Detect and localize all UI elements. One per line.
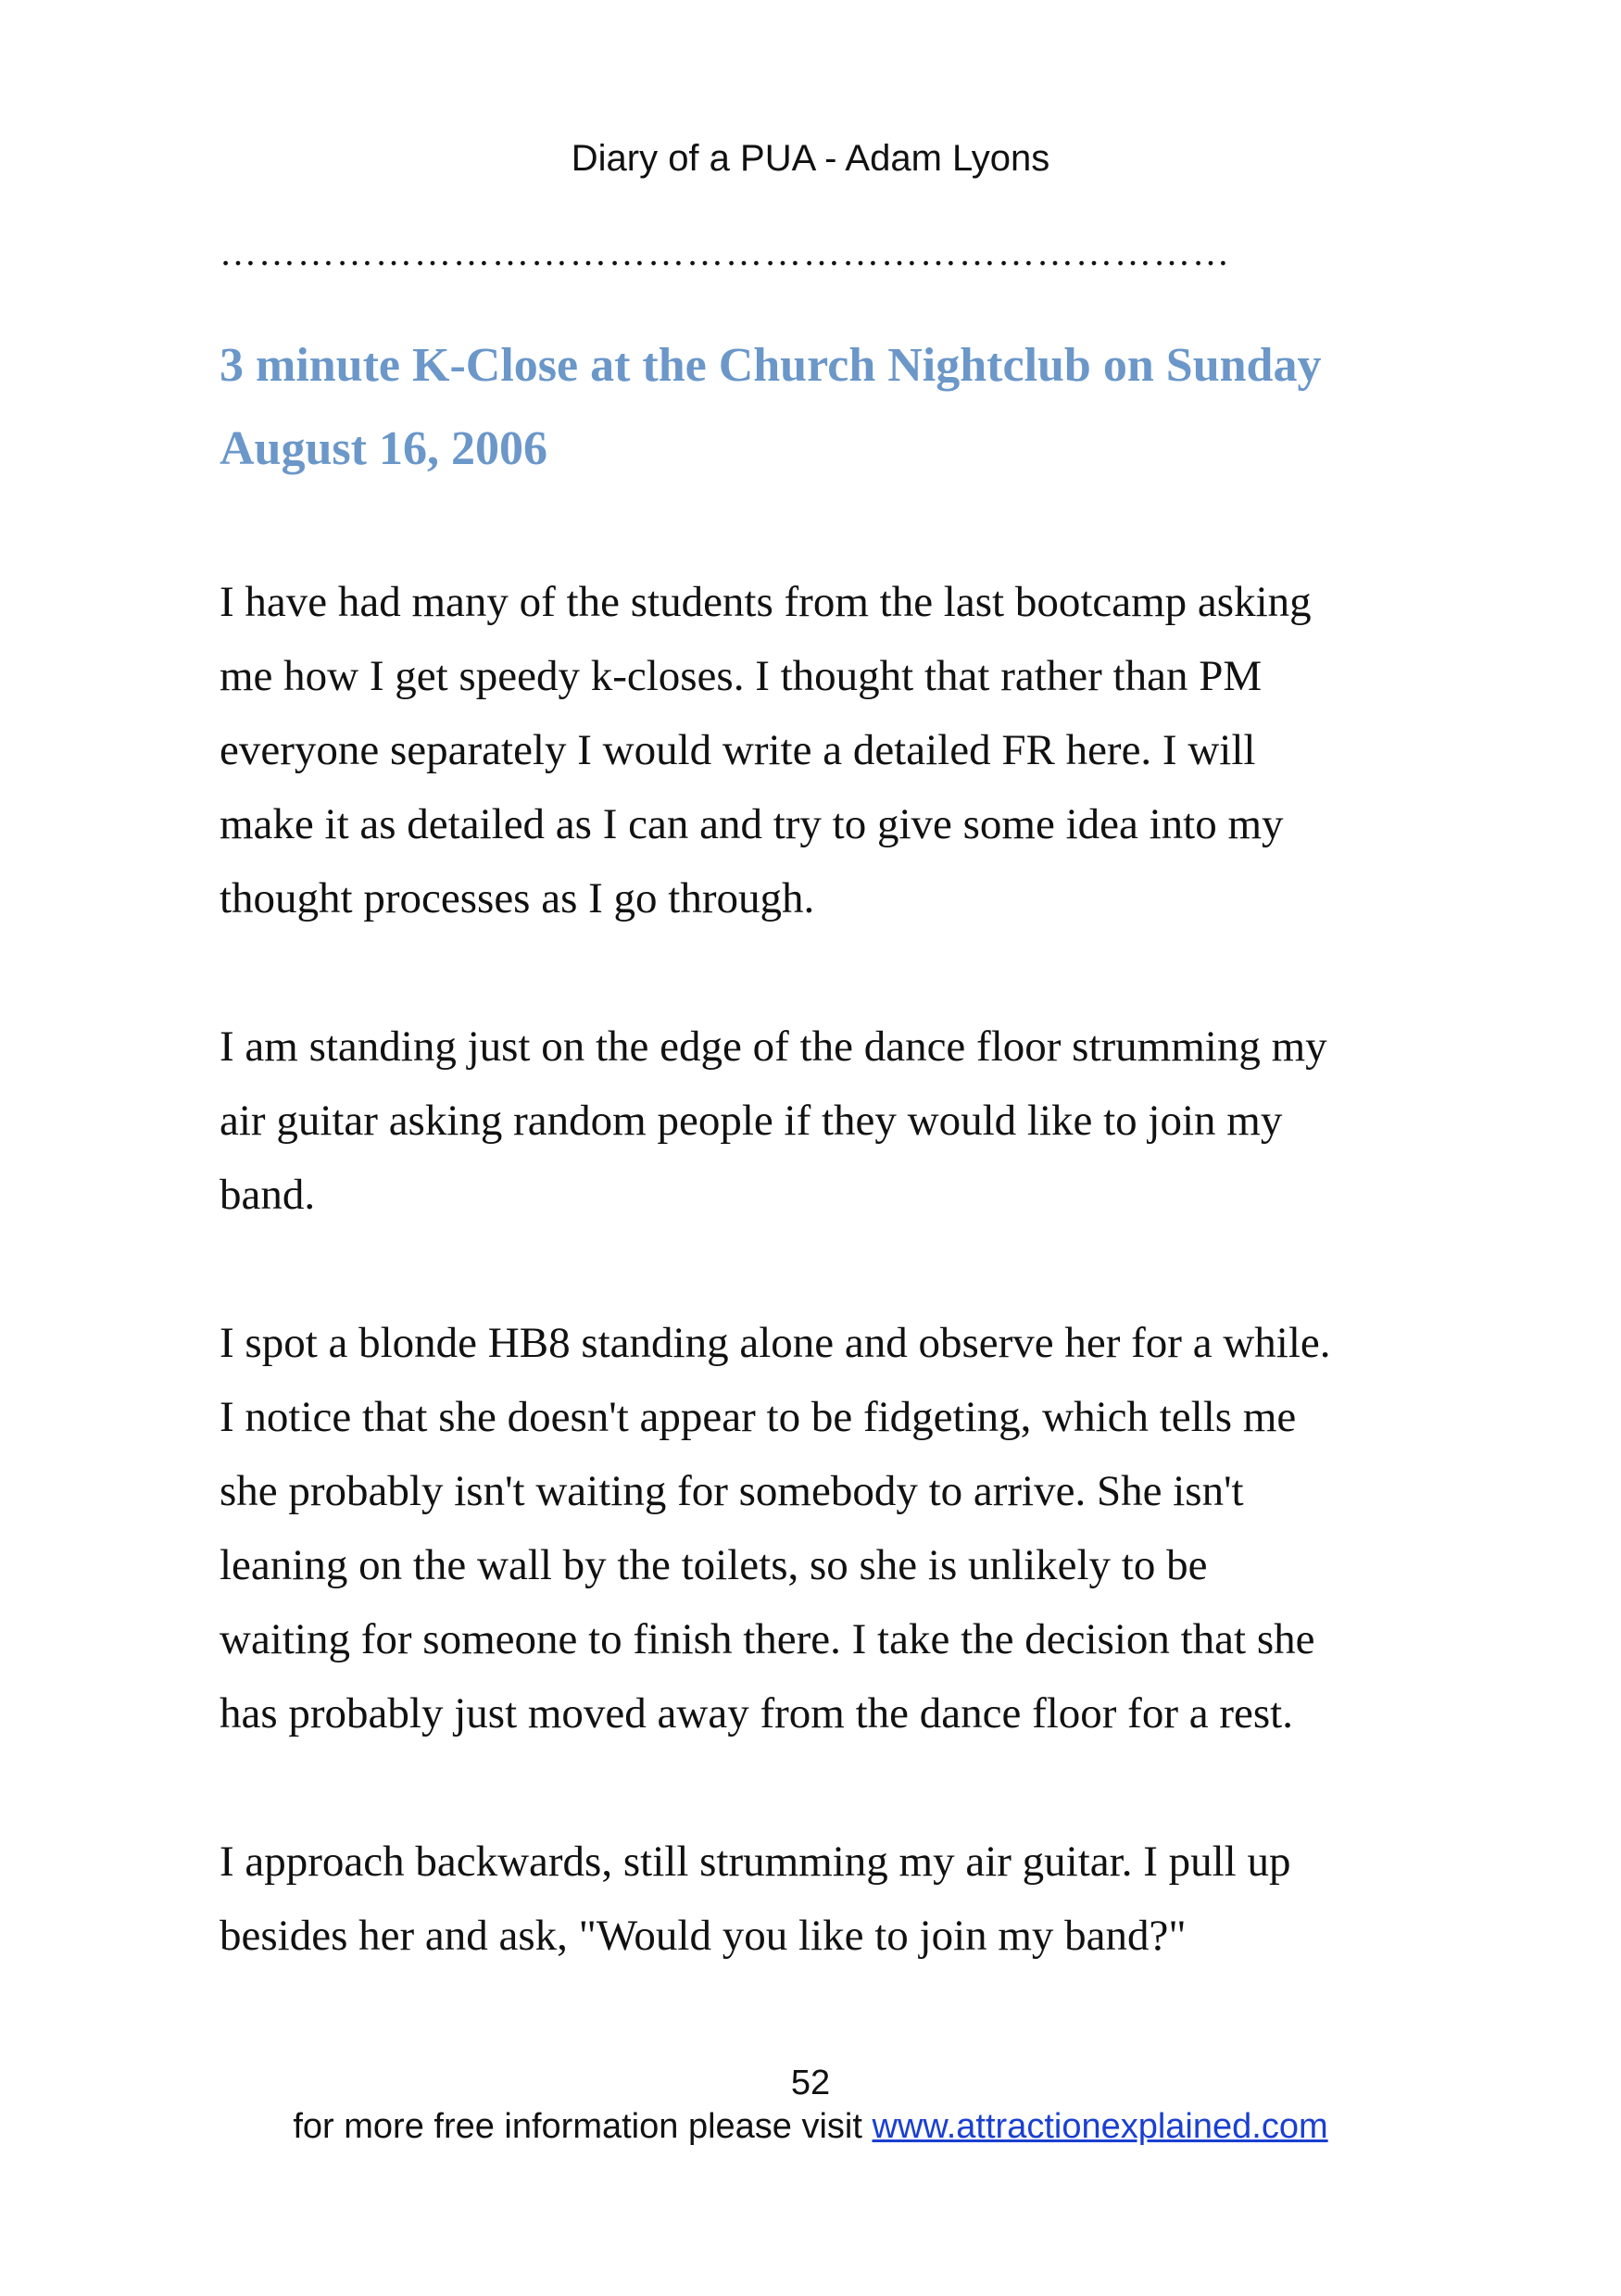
footer-text: for more free information please visit <box>293 2107 873 2146</box>
paragraph <box>220 1010 1424 1232</box>
page-number: 52 <box>790 2064 831 2102</box>
text-line: I notice that she doesn't appear to be fidgeting, which tells me <box>220 1393 1297 1441</box>
paragraph <box>220 565 1424 935</box>
dotted-divider: …………………………………………………………………… <box>220 232 1231 273</box>
text-line: me how I get speedy k-closes. I thought that rather than PM <box>220 652 1263 700</box>
text-line: she probably isn't waiting for somebody to arrive. She isn't <box>220 1467 1244 1515</box>
text-line: I spot a blonde HB8 standing alone and observe her for a while. <box>220 1319 1331 1367</box>
footer <box>0 2104 1621 2149</box>
text-line: everyone separately I would write a detailed FR here. I will <box>220 726 1256 774</box>
text-line: thought processes as I go through. <box>220 874 815 922</box>
text-line: band. <box>220 1171 316 1219</box>
text-line: air guitar asking random people if they would like to join my <box>220 1097 1283 1145</box>
article-title-line: August 16, 2006 <box>220 422 547 475</box>
text-line: I am standing just on the edge of the dance floor strumming my <box>220 1023 1327 1071</box>
paragraph <box>220 1825 1424 1973</box>
text-line: besides her and ask, "Would you like to join my band?" <box>220 1912 1187 1960</box>
text-line: I have had many of the students from the last bootcamp asking <box>220 578 1312 626</box>
article-body <box>220 565 1424 2047</box>
paragraph <box>220 1306 1424 1750</box>
article-title-line: 3 minute K-Close at the Church Nightclub on Sunday <box>220 339 1322 392</box>
text-line: leaning on the wall by the toilets, so she is unlikely to be <box>220 1541 1208 1589</box>
text-line: make it as detailed as I can and try to give some idea into my <box>220 800 1284 848</box>
text-line: has probably just moved away from the dance floor for a rest. <box>220 1689 1293 1738</box>
text-line: I approach backwards, still strumming my air guitar. I pull up <box>220 1838 1291 1886</box>
footer-website-link[interactable]: www.attractionexplained.com <box>872 2107 1328 2146</box>
text-line: waiting for someone to finish there. I take the decision that she <box>220 1615 1315 1663</box>
running-header: Diary of a PUA - Adam Lyons <box>571 138 1050 179</box>
article-title <box>220 324 1414 491</box>
